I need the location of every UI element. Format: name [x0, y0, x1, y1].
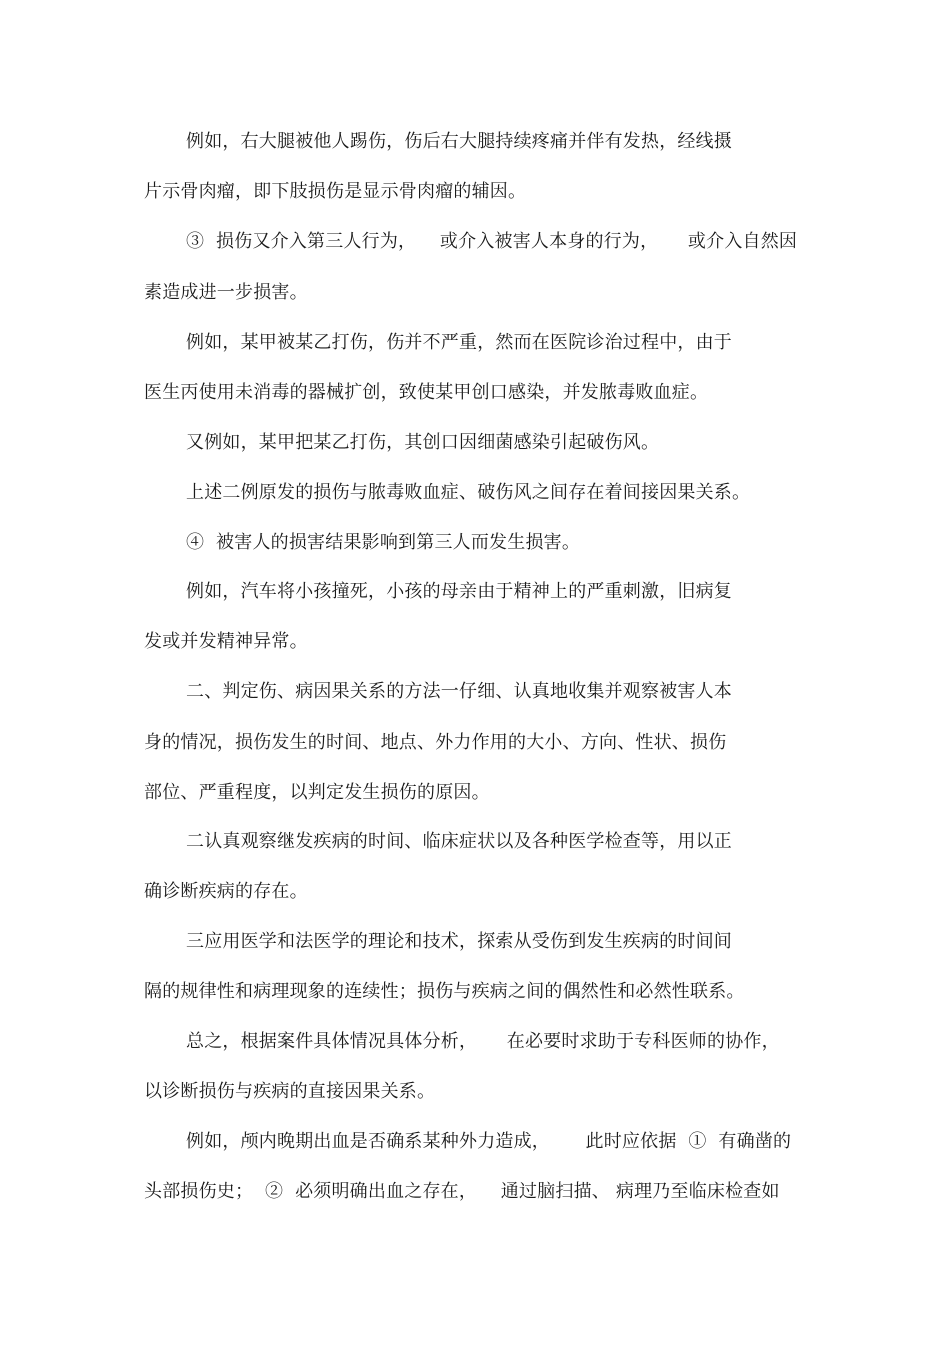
text-line: 上述二例原发的损伤与脓毒败血症、破伤风之间存在着间接因果关系。	[186, 482, 751, 503]
text-line: ③ 损伤又介入第三人行为， 或介入被害人本身的行为， 或介入自然因	[186, 231, 798, 252]
text-line: 二认真观察继发疾病的时间、临床症状以及各种医学检查等，用以正	[186, 831, 732, 852]
text-line: 身的情况，损伤发生的时间、地点、外力作用的大小、方向、性状、损伤	[144, 732, 727, 753]
text-line: 二、判定伤、病因果关系的方法一仔细、认真地收集并观察被害人本	[186, 681, 732, 702]
text-line: 总之，根据案件具体情况具体分析， 在必要时求助于专科医师的协作，	[186, 1031, 780, 1052]
text-line: 部位、严重程度，以判定发生损伤的原因。	[144, 782, 490, 803]
text-line: 又例如，某甲把某乙打伤，其创口因细菌感染引起破伤风。	[186, 432, 660, 453]
text-line: 三应用医学和法医学的理论和技术，探索从受伤到发生疾病的时间间	[186, 931, 732, 952]
text-line: 例如，汽车将小孩撞死，小孩的母亲由于精神上的严重刺激，旧病复	[186, 581, 732, 602]
text-line: 医生丙使用未消毒的器械扩创，致使某甲创口感染，并发脓毒败血症。	[144, 382, 709, 403]
text-line: 以诊断损伤与疾病的直接因果关系。	[144, 1081, 436, 1102]
text-line: 素造成进一步损害。	[144, 282, 308, 303]
text-line: 确诊断疾病的存在。	[144, 881, 308, 902]
text-line: 发或并发精神异常。	[144, 631, 308, 652]
text-line: 例如，右大腿被他人踢伤，伤后右大腿持续疼痛并伴有发热，经线摄	[186, 131, 732, 152]
text-line: 例如，某甲被某乙打伤，伤并不严重，然而在医院诊治过程中，由于	[186, 332, 732, 353]
text-line: 头部损伤史； ② 必须明确出血之存在， 通过脑扫描、 病理乃至临床检查如	[144, 1181, 780, 1202]
text-line: 例如，颅内晚期出血是否确系某种外力造成， 此时应依据 ① 有确凿的	[186, 1131, 792, 1152]
text-line: 隔的规律性和病理现象的连续性；损伤与疾病之间的偶然性和必然性联系。	[144, 981, 745, 1002]
text-line: 片示骨肉瘤，即下肢损伤是显示骨肉瘤的辅因。	[144, 181, 527, 202]
text-line: ④ 被害人的损害结果影响到第三人而发生损害。	[186, 532, 581, 553]
